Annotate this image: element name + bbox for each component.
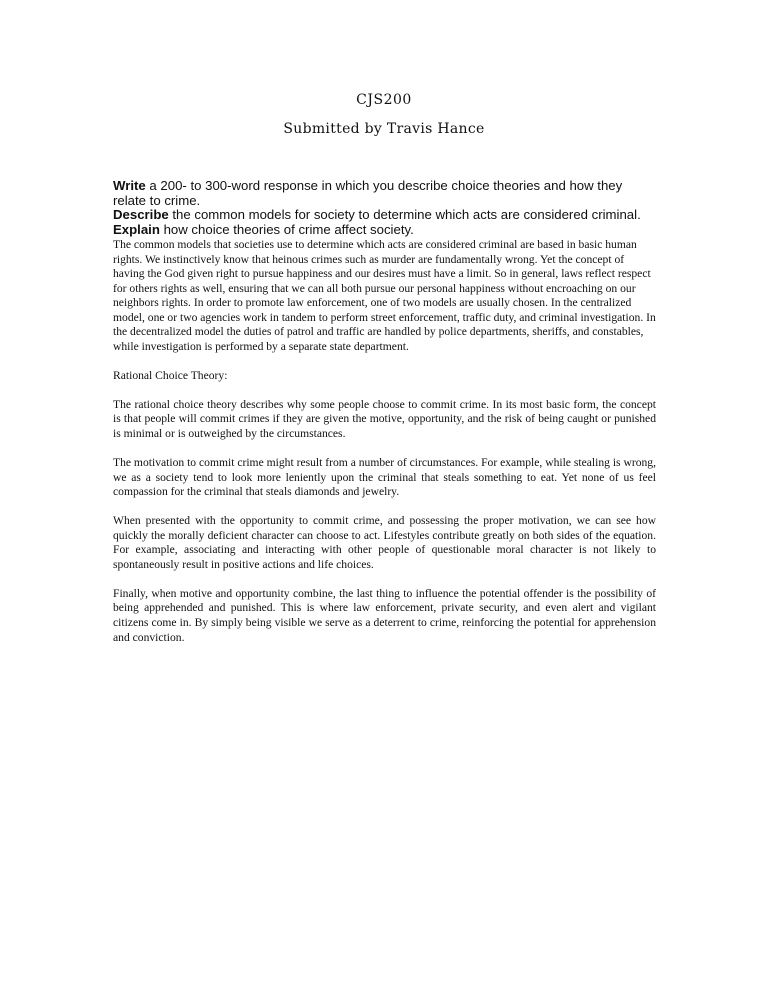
course-code: CJS200 bbox=[356, 92, 412, 108]
prompt-explain-text: how choice theories of crime affect society. bbox=[159, 221, 414, 237]
author-line: Submitted by Travis Hance bbox=[283, 121, 485, 137]
prompt-describe bbox=[113, 208, 658, 223]
essay-paragraph-deterrence: Finally, when motive and opportunity combine, the last thing to influence the potential offender is the possibility of being apprehended and punished. This is where law enforcement, private security, and even alert and vigilant citizens come in. By simply being visible we serve as a deterrent to crime, reinforcing the potential for apprehension and conviction. bbox=[113, 586, 656, 644]
prompt-explain bbox=[113, 223, 658, 238]
prompt-explain-keyword: Explain bbox=[113, 221, 160, 237]
assignment-prompt bbox=[113, 179, 658, 237]
essay-paragraph-definition: The rational choice theory describes why some people choose to commit crime. In its most basic form, the concept is that people will commit crimes if they are given the motive, opportunity, and the risk of being caught or punished is minimal or is outweighed by the circumstances. bbox=[113, 397, 656, 441]
essay-paragraph-models: The common models that societies use to determine which acts are considered criminal are based in basic human rights. We instinctively know that heinous crimes such as murder are fundamentally wrong. Yet the concept of having the God given right to pursue happiness and our desires must have a limit. So in general, laws reflect respect for others rights as well, ensuring that we can all both pursue our personal happiness without encroaching on our neighbors rights. In order to promote law enforcement, one of two models are usually chosen. In the centralized model, one or two agencies work in tandem to perform street enforcement, traffic duty, and criminal investigation. In the decentralized model the duties of patrol and traffic are handled by police departments, sheriffs, and constables, while investigation is performed by a separate state department. bbox=[113, 238, 656, 353]
prompt-write-keyword: Write bbox=[113, 178, 146, 193]
prompt-write bbox=[113, 179, 658, 208]
essay-paragraph-motivation: The motivation to commit crime might result from a number of circumstances. For example, while stealing is wrong, we as a society tend to look more leniently upon the criminal that steals something to eat. Yet none of us feel compassion for the criminal that steals diamonds and jewelry. bbox=[113, 456, 656, 499]
prompt-write-text: a 200- to 300-word response in which you describe choice theories and how they relate to crime. bbox=[113, 178, 623, 208]
essay-paragraph-opportunity: When presented with the opportunity to commit crime, and possessing the proper motivation, we can see how quickly the morally deficient character can choose to act. Lifestyles contribute greatly on both sides of the equation. For example, associating and interacting with other people of questionable moral character is not likely to spontaneously result in positive actions and life choices. bbox=[113, 514, 656, 571]
prompt-describe-keyword: Describe bbox=[113, 207, 169, 223]
essay-body bbox=[113, 238, 656, 660]
prompt-describe-text: the common models for society to determine which acts are considered criminal. bbox=[168, 207, 641, 223]
section-heading-rational-choice: Rational Choice Theory: bbox=[113, 368, 228, 382]
